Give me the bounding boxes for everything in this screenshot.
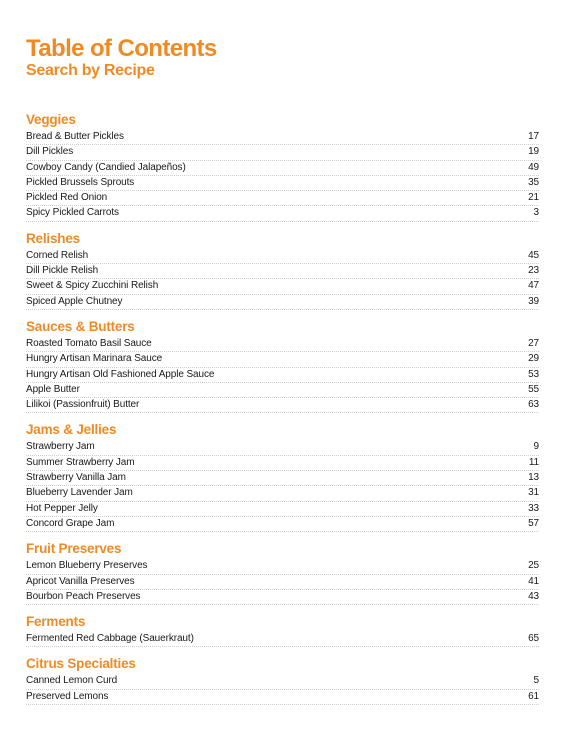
recipe-name: Lilikoi (Passionfruit) Butter: [26, 399, 140, 411]
recipe-name: Summer Strawberry Jam: [26, 456, 135, 468]
recipe-name: Blueberry Lavender Jam: [26, 487, 133, 499]
page-number: 53: [528, 368, 539, 380]
toc-entry[interactable]: [26, 279, 539, 294]
toc-entry[interactable]: [26, 674, 539, 689]
page-number: 39: [528, 295, 539, 307]
recipe-name: Hungry Artisan Old Fashioned Apple Sauce: [26, 368, 215, 380]
recipe-name: Bread & Butter Pickles: [26, 131, 124, 142]
recipe-name: Hungry Artisan Marinara Sauce: [26, 353, 163, 365]
page-number: 55: [528, 383, 539, 395]
toc-entry[interactable]: [26, 632, 539, 647]
toc-section: [26, 231, 539, 310]
page-number: 17: [528, 131, 539, 142]
recipe-name: Pickled Red Onion: [26, 192, 108, 204]
page-number: 5: [533, 675, 539, 687]
toc-entry[interactable]: [26, 130, 539, 145]
toc-entry[interactable]: [26, 398, 539, 413]
toc-section: [26, 614, 539, 647]
page-number: 49: [528, 161, 539, 173]
recipe-name: Pickled Brussels Sprouts: [26, 176, 135, 188]
page-number: 27: [528, 337, 539, 349]
recipe-name: Fermented Red Cabbage (Sauerkraut): [26, 633, 194, 645]
section-title: Fruit Preserves: [26, 541, 122, 557]
page-subtitle: Search by Recipe: [26, 62, 155, 79]
toc-entry[interactable]: [26, 502, 539, 517]
recipe-name: Hot Pepper Jelly: [26, 502, 98, 514]
recipe-name: Corned Relish: [26, 249, 89, 261]
toc-entry[interactable]: [26, 486, 539, 501]
page-number: 13: [528, 472, 539, 484]
toc-entry[interactable]: [26, 176, 539, 191]
page-number: 57: [528, 517, 539, 529]
toc-entry[interactable]: [26, 249, 539, 264]
page-number: 29: [528, 353, 539, 365]
recipe-name: Canned Lemon Curd: [26, 675, 118, 687]
recipe-name: Concord Grape Jam: [26, 517, 115, 529]
toc-entry[interactable]: [26, 206, 539, 221]
toc-entry[interactable]: [26, 337, 539, 352]
toc-entry[interactable]: [26, 690, 539, 705]
toc-entry[interactable]: [26, 440, 539, 455]
section-title: Veggies: [26, 112, 76, 127]
toc-section: [26, 656, 539, 705]
toc-entry[interactable]: [26, 456, 539, 471]
toc-entry[interactable]: [26, 191, 539, 206]
page-number: 19: [528, 146, 539, 158]
recipe-name: Lemon Blueberry Preserves: [26, 560, 148, 572]
recipe-name: Apricot Vanilla Preserves: [26, 575, 135, 587]
toc-section: [26, 541, 539, 605]
recipe-name: Apple Butter: [26, 383, 80, 395]
toc-entry[interactable]: [26, 575, 539, 590]
toc-entry[interactable]: [26, 590, 539, 605]
toc-entry[interactable]: [26, 517, 539, 532]
page-number: 45: [528, 249, 539, 261]
page-number: 3: [533, 207, 539, 219]
toc-entry[interactable]: [26, 383, 539, 398]
page-number: 65: [528, 633, 539, 645]
section-title: Sauces & Butters: [26, 318, 135, 334]
recipe-name: Sweet & Spicy Zucchini Relish: [26, 280, 159, 292]
toc-section: [26, 422, 539, 532]
section-title: Citrus Specialties: [26, 656, 136, 672]
recipe-name: Strawberry Jam: [26, 441, 95, 453]
toc-entry[interactable]: [26, 368, 539, 383]
page-number: 9: [533, 441, 539, 453]
page-number: 31: [528, 487, 539, 499]
recipe-name: Preserved Lemons: [26, 690, 109, 702]
page-number: 23: [528, 265, 539, 277]
toc-section: [26, 319, 539, 413]
toc-entry[interactable]: [26, 161, 539, 176]
recipe-name: Spiced Apple Chutney: [26, 295, 123, 307]
toc-entry[interactable]: [26, 471, 539, 486]
page-number: 35: [528, 176, 539, 188]
recipe-name: Dill Pickles: [26, 146, 74, 158]
page-number: 11: [528, 456, 539, 468]
section-title: Jams & Jellies: [26, 422, 117, 438]
recipe-name: Roasted Tomato Basil Sauce: [26, 337, 152, 349]
toc-entry[interactable]: [26, 352, 539, 367]
toc-entry[interactable]: [26, 145, 539, 160]
section-title: Relishes: [26, 230, 80, 246]
section-title: Ferments: [26, 614, 86, 630]
page-number: 61: [528, 690, 539, 702]
page-number: 41: [528, 575, 539, 587]
page-number: 43: [528, 590, 539, 602]
toc-entry[interactable]: [26, 559, 539, 574]
page-number: 25: [528, 560, 539, 572]
page-number: 63: [528, 399, 539, 411]
toc-sections: [26, 112, 539, 705]
page-number: 47: [528, 280, 539, 292]
recipe-name: Cowboy Candy (Candied Jalapeños): [26, 161, 186, 173]
toc-entry[interactable]: [26, 295, 539, 310]
recipe-name: Strawberry Vanilla Jam: [26, 472, 126, 484]
toc-entry[interactable]: [26, 264, 539, 279]
recipe-name: Spicy Pickled Carrots: [26, 207, 119, 219]
toc-section: [26, 112, 539, 222]
recipe-name: Dill Pickle Relish: [26, 265, 99, 277]
page-number: 21: [528, 192, 539, 204]
page-number: 33: [528, 502, 539, 514]
page-title: Table of Contents: [26, 35, 217, 62]
recipe-name: Bourbon Peach Preserves: [26, 590, 141, 602]
